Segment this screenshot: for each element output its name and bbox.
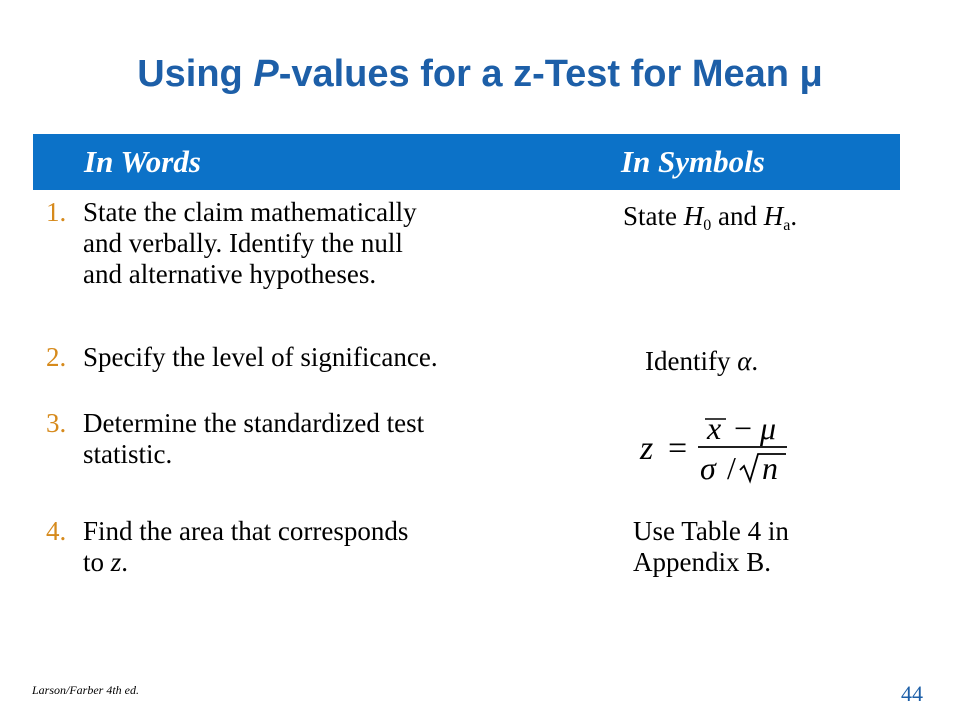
z-formula <box>630 408 800 486</box>
title-italic-p: P <box>253 53 279 95</box>
step-4-number: 4. <box>46 516 67 546</box>
step-2-sym-text: Identify <box>645 346 738 376</box>
title-post: -values for a z-Test for Mean μ <box>278 53 823 95</box>
step-2-sym-suffix: . <box>751 346 759 376</box>
step-4-sym-line-2: Appendix B. <box>633 547 771 577</box>
formula-sigma: σ <box>700 450 716 486</box>
step-3-line-1: Determine the standardized test <box>83 408 425 438</box>
column-header-bar <box>33 134 900 190</box>
step-1-symbols <box>623 201 797 232</box>
step-1-sym-middle: and <box>711 201 764 231</box>
header-in-symbols: In Symbols <box>621 144 765 179</box>
step-1-text <box>83 197 553 290</box>
formula-equals: = <box>668 430 688 467</box>
step-4-sym-line-1: Use Table 4 in <box>633 516 789 546</box>
step-4-line-2 <box>83 547 553 578</box>
step-4-line-2-var: z <box>110 547 122 577</box>
step-4-line-1: Find the area that corresponds <box>83 516 409 546</box>
header-in-words: In Words <box>84 144 201 179</box>
title-pre: Using <box>137 53 254 95</box>
step-4-text <box>83 516 553 578</box>
footer-citation: Larson/Farber 4th ed. <box>32 683 140 697</box>
step-1-sym-sub0: 0 <box>703 217 712 234</box>
step-2-line-1: Specify the level of significance. <box>83 342 438 372</box>
step-1-sym-h0: H <box>683 201 704 231</box>
formula-mu: μ <box>760 410 777 446</box>
formula-xbar: x <box>707 410 722 446</box>
step-2-number: 2. <box>46 342 67 372</box>
step-4-line-2-post: . <box>121 547 129 577</box>
step-1-sym-suba: a <box>783 217 791 234</box>
step-1-sym-prefix: State <box>623 201 684 231</box>
step-1-sym-ha: H <box>763 201 784 231</box>
formula-minus: − <box>734 410 753 446</box>
step-1-line-1: State the claim mathematically <box>83 197 417 227</box>
step-2-symbols <box>645 346 758 377</box>
formula-z: z <box>640 430 654 467</box>
step-1-number: 1. <box>46 197 67 227</box>
slide-number: 44 <box>901 681 923 706</box>
step-3-text <box>83 408 553 470</box>
step-4-symbols <box>633 516 789 578</box>
step-4-line-2-pre: to <box>83 547 111 577</box>
formula-slash: / <box>727 450 736 486</box>
slide-title <box>0 50 960 98</box>
step-3-line-2: statistic. <box>83 439 173 469</box>
step-2-text <box>83 342 553 373</box>
step-1-line-2: and verbally. Identify the null <box>83 228 403 258</box>
step-1-line-3: and alternative hypotheses. <box>83 259 377 289</box>
step-3-number: 3. <box>46 408 67 438</box>
formula-n: n <box>762 450 778 486</box>
alpha-symbol: α <box>737 346 752 376</box>
step-1-sym-suffix: . <box>790 201 798 231</box>
